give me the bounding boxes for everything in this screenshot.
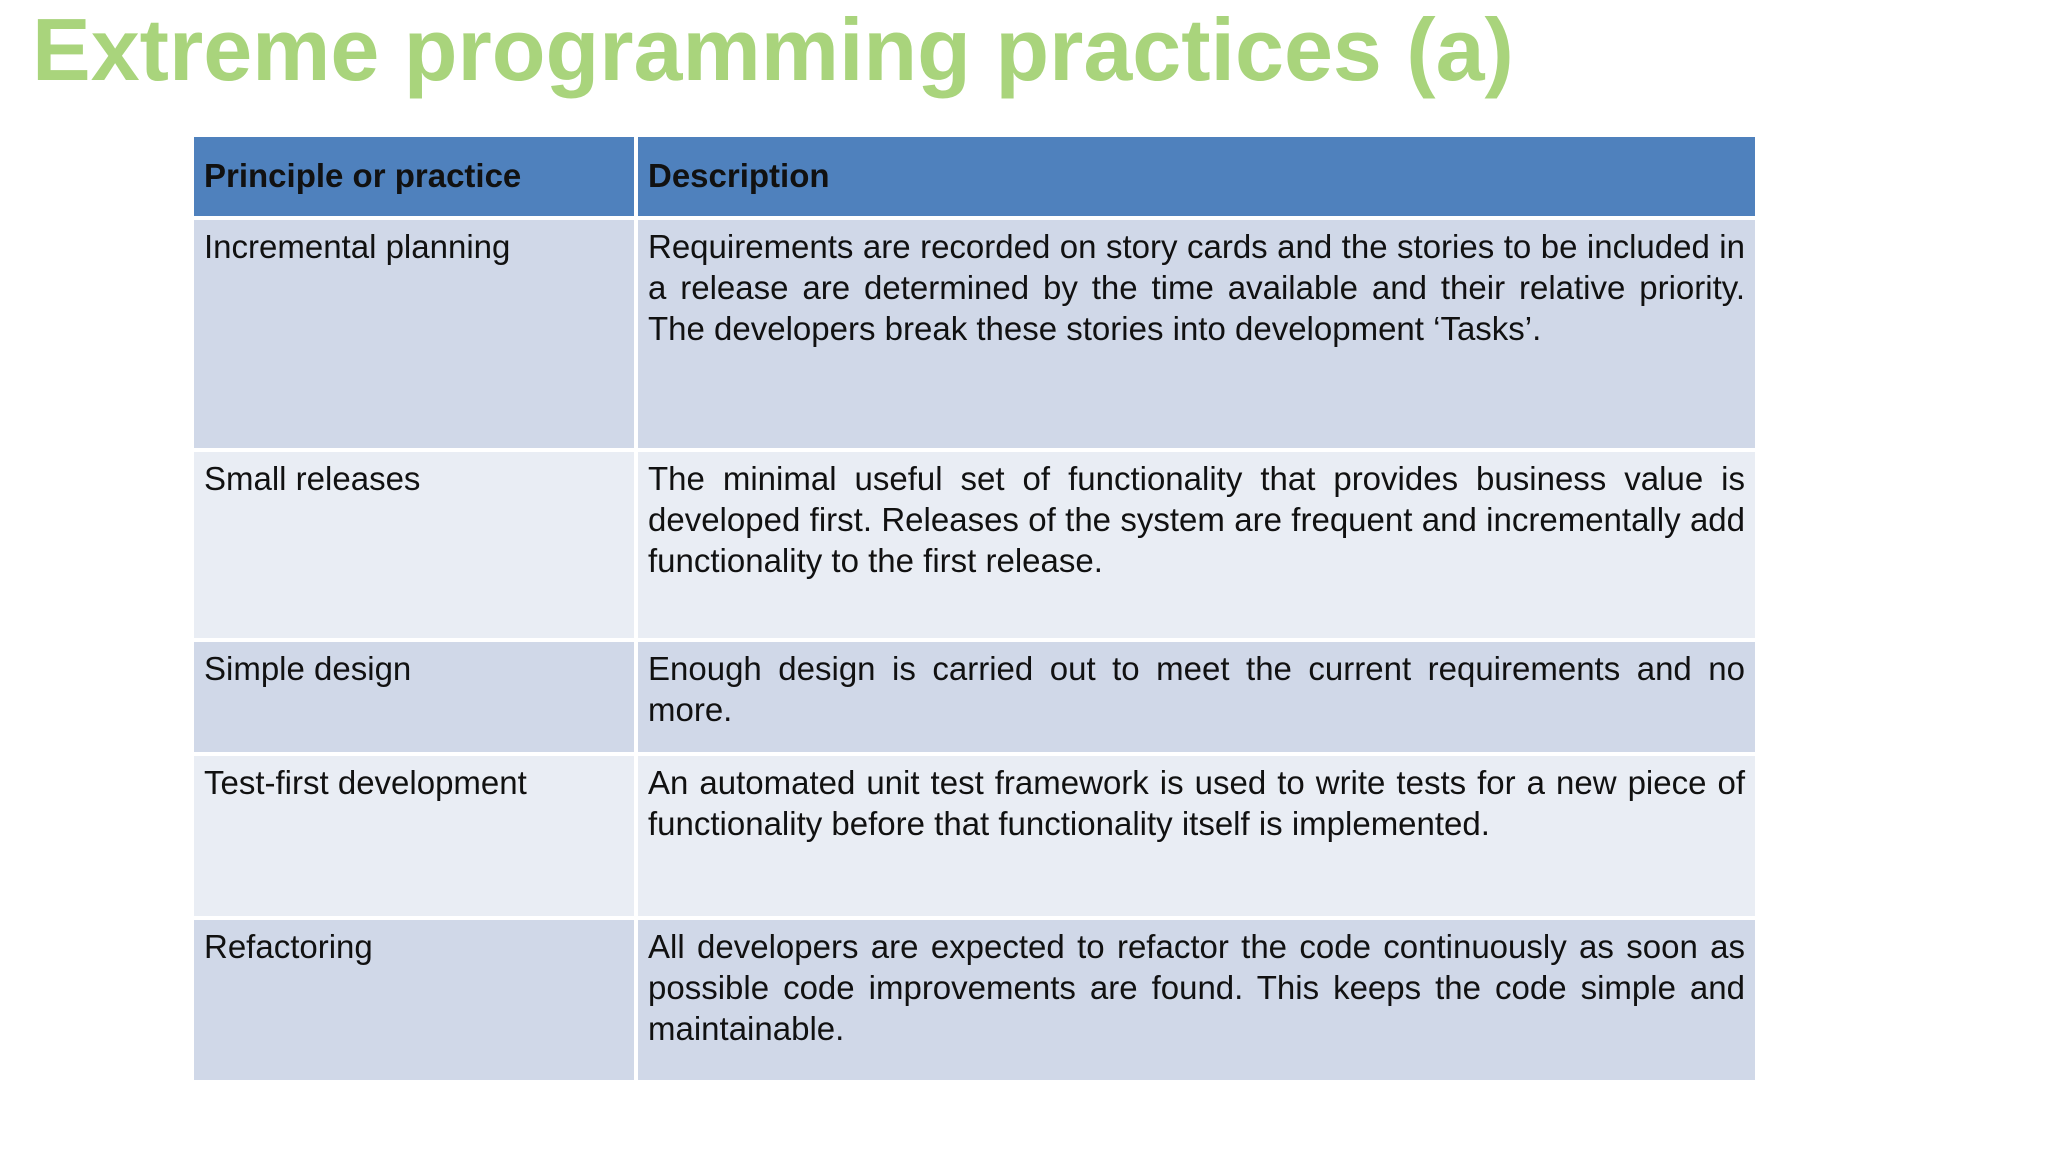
table-row — [192, 218, 1757, 450]
table-row — [192, 754, 1757, 918]
slide-title: Extreme programming practices (a) — [32, 0, 1514, 99]
header-description: Description — [636, 135, 1757, 218]
practices-table — [190, 133, 1759, 1084]
table-row — [192, 450, 1757, 640]
principle-cell: Test-first development — [192, 754, 636, 918]
table-header-row — [192, 135, 1757, 218]
table-row — [192, 918, 1757, 1082]
principle-cell: Incremental planning — [192, 218, 636, 450]
table-row — [192, 640, 1757, 754]
header-principle: Principle or practice — [192, 135, 636, 218]
description-cell: All developers are expected to refactor the code continuously as soon as possible code improvements are found. This keeps the code simple and maintainable. — [636, 918, 1757, 1082]
principle-cell: Simple design — [192, 640, 636, 754]
principle-cell: Refactoring — [192, 918, 636, 1082]
description-cell: The minimal useful set of functionality that provides business value is developed first. Releases of the system are frequent and incrementally add functionality to the first release. — [636, 450, 1757, 640]
description-cell: An automated unit test framework is used to write tests for a new piece of functionality before that functionality itself is implemented. — [636, 754, 1757, 918]
principle-cell: Small releases — [192, 450, 636, 640]
description-cell: Requirements are recorded on story cards and the stories to be included in a release are determined by the time available and their relative priority. The developers break these stories into development ‘Tasks’. — [636, 218, 1757, 450]
description-cell: Enough design is carried out to meet the current requirements and no more. — [636, 640, 1757, 754]
